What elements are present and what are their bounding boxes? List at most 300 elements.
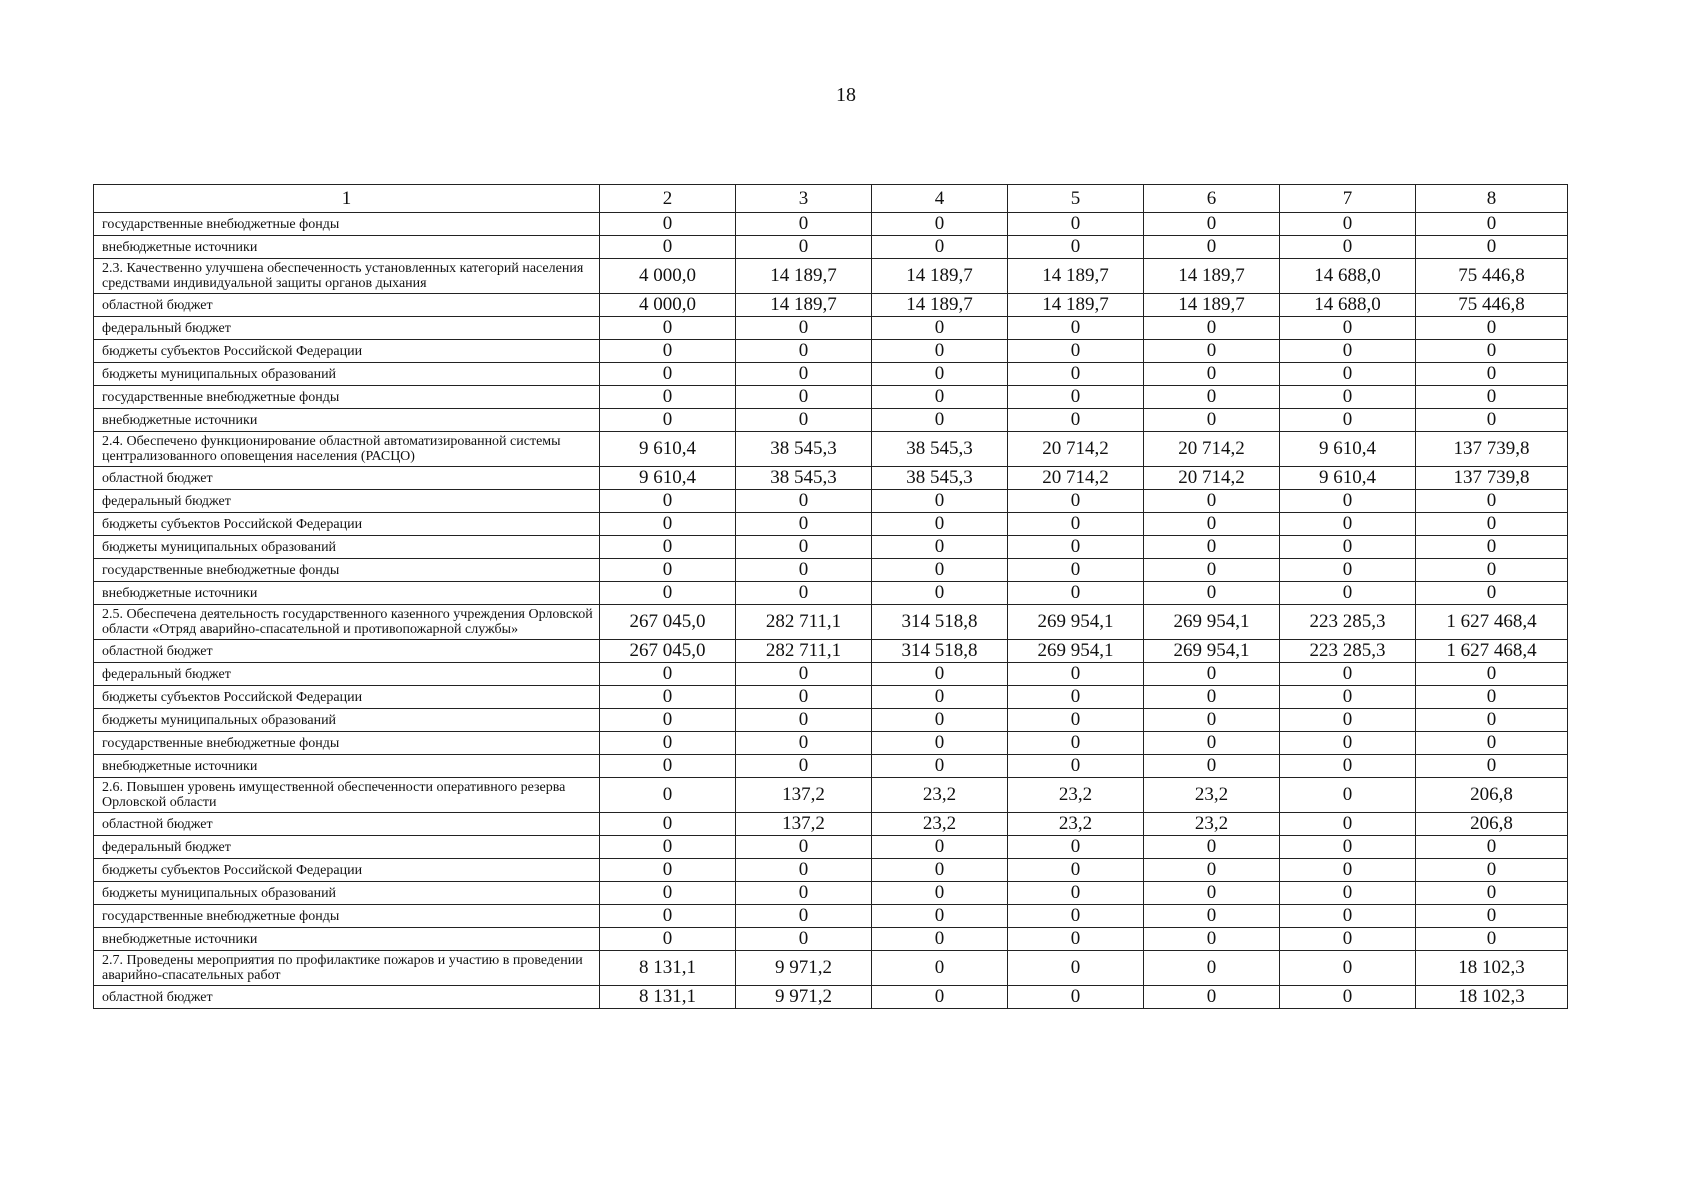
row-value: 0 [1008, 513, 1144, 536]
column-header: 1 [94, 185, 600, 213]
row-value: 0 [1144, 409, 1280, 432]
page-number: 18 [836, 84, 856, 106]
table-body [94, 213, 1568, 1009]
row-value: 8 131,1 [600, 951, 736, 986]
row-value: 269 954,1 [1144, 605, 1280, 640]
row-value: 0 [872, 686, 1008, 709]
row-value: 0 [1008, 755, 1144, 778]
row-value: 0 [736, 317, 872, 340]
row-value: 0 [1280, 755, 1416, 778]
row-value: 23,2 [872, 778, 1008, 813]
row-value: 14 189,7 [736, 294, 872, 317]
row-value: 0 [736, 213, 872, 236]
row-value: 0 [1144, 882, 1280, 905]
row-value: 0 [1008, 582, 1144, 605]
row-value: 269 954,1 [1008, 605, 1144, 640]
row-value: 0 [1280, 882, 1416, 905]
row-label: государственные внебюджетные фонды [94, 559, 600, 582]
row-value: 0 [1144, 686, 1280, 709]
row-value: 0 [1416, 582, 1568, 605]
row-label: федеральный бюджет [94, 663, 600, 686]
row-value: 0 [600, 490, 736, 513]
row-value: 38 545,3 [736, 467, 872, 490]
row-value: 0 [1280, 409, 1416, 432]
row-value: 20 714,2 [1144, 432, 1280, 467]
row-value: 14 688,0 [1280, 294, 1416, 317]
row-value: 1 627 468,4 [1416, 605, 1568, 640]
row-value: 0 [1144, 755, 1280, 778]
table-row [94, 340, 1568, 363]
row-value: 0 [736, 709, 872, 732]
row-value: 0 [1280, 709, 1416, 732]
row-value: 0 [1280, 928, 1416, 951]
row-value: 0 [1416, 409, 1568, 432]
row-value: 0 [1008, 536, 1144, 559]
row-value: 0 [1280, 536, 1416, 559]
row-value: 23,2 [1144, 813, 1280, 836]
row-value: 0 [1144, 559, 1280, 582]
row-value: 0 [1416, 859, 1568, 882]
column-header: 5 [1008, 185, 1144, 213]
row-value: 9 971,2 [736, 951, 872, 986]
row-value: 0 [736, 386, 872, 409]
row-value: 0 [872, 213, 1008, 236]
row-value: 0 [1280, 905, 1416, 928]
row-value: 0 [736, 490, 872, 513]
table-header-row [94, 185, 1568, 213]
row-value: 0 [600, 513, 736, 536]
row-value: 0 [1144, 236, 1280, 259]
row-value: 0 [1008, 490, 1144, 513]
row-value: 1 627 468,4 [1416, 640, 1568, 663]
row-value: 0 [736, 559, 872, 582]
column-header: 3 [736, 185, 872, 213]
row-value: 0 [1144, 386, 1280, 409]
row-value: 14 189,7 [1144, 294, 1280, 317]
row-value: 0 [736, 905, 872, 928]
row-label: внебюджетные источники [94, 755, 600, 778]
table-row [94, 490, 1568, 513]
row-value: 0 [600, 340, 736, 363]
column-header: 8 [1416, 185, 1568, 213]
row-label: бюджеты муниципальных образований [94, 882, 600, 905]
row-value: 0 [736, 755, 872, 778]
row-value: 0 [600, 778, 736, 813]
row-value: 0 [872, 490, 1008, 513]
row-value: 0 [1280, 340, 1416, 363]
row-value: 0 [1008, 859, 1144, 882]
row-value: 0 [600, 582, 736, 605]
row-value: 0 [1008, 905, 1144, 928]
row-label: 2.7. Проведены мероприятия по профилактике пожаров и участию в проведении аварийно-спасательных работ [94, 951, 600, 986]
row-value: 0 [1280, 559, 1416, 582]
row-value: 0 [1280, 386, 1416, 409]
row-label: областной бюджет [94, 640, 600, 663]
table-row [94, 905, 1568, 928]
row-value: 0 [1144, 536, 1280, 559]
row-value: 20 714,2 [1008, 467, 1144, 490]
row-value: 0 [1416, 317, 1568, 340]
row-value: 0 [872, 363, 1008, 386]
row-value: 0 [1280, 582, 1416, 605]
row-value: 0 [1144, 513, 1280, 536]
row-value: 0 [1008, 928, 1144, 951]
row-label: федеральный бюджет [94, 317, 600, 340]
row-value: 38 545,3 [872, 467, 1008, 490]
row-value: 0 [1416, 490, 1568, 513]
row-value: 0 [736, 732, 872, 755]
row-value: 14 189,7 [1144, 259, 1280, 294]
row-value: 0 [1008, 732, 1144, 755]
row-value: 0 [872, 340, 1008, 363]
row-value: 0 [1008, 986, 1144, 1009]
row-value: 0 [872, 513, 1008, 536]
row-value: 0 [600, 836, 736, 859]
row-value: 0 [1280, 513, 1416, 536]
row-value: 0 [1280, 778, 1416, 813]
row-value: 0 [1144, 859, 1280, 882]
row-value: 0 [736, 836, 872, 859]
row-value: 0 [1144, 663, 1280, 686]
row-value: 0 [1008, 559, 1144, 582]
row-value: 0 [736, 686, 872, 709]
row-value: 0 [600, 663, 736, 686]
row-value: 8 131,1 [600, 986, 736, 1009]
row-value: 0 [600, 536, 736, 559]
row-value: 20 714,2 [1144, 467, 1280, 490]
row-value: 0 [872, 755, 1008, 778]
row-value: 0 [1280, 986, 1416, 1009]
row-label: областной бюджет [94, 986, 600, 1009]
table-row [94, 582, 1568, 605]
table-row [94, 813, 1568, 836]
row-label: государственные внебюджетные фонды [94, 386, 600, 409]
row-value: 137 739,8 [1416, 432, 1568, 467]
row-value: 0 [1008, 686, 1144, 709]
table-row [94, 536, 1568, 559]
row-value: 0 [1416, 559, 1568, 582]
table-row [94, 640, 1568, 663]
row-value: 0 [1008, 386, 1144, 409]
row-value: 0 [600, 236, 736, 259]
row-value: 314 518,8 [872, 640, 1008, 663]
row-value: 0 [1008, 236, 1144, 259]
row-label: государственные внебюджетные фонды [94, 905, 600, 928]
row-value: 0 [1144, 213, 1280, 236]
row-value: 0 [1008, 340, 1144, 363]
row-value: 0 [872, 409, 1008, 432]
row-value: 0 [1416, 213, 1568, 236]
row-value: 0 [1008, 213, 1144, 236]
row-value: 267 045,0 [600, 640, 736, 663]
row-value: 0 [1280, 663, 1416, 686]
row-value: 0 [872, 559, 1008, 582]
row-value: 38 545,3 [872, 432, 1008, 467]
row-label: бюджеты муниципальных образований [94, 709, 600, 732]
row-label: бюджеты субъектов Российской Федерации [94, 513, 600, 536]
table-row [94, 294, 1568, 317]
row-value: 0 [1280, 951, 1416, 986]
row-label: 2.5. Обеспечена деятельность государственного казенного учреждения Орловской области «Отряд аварийно-спасательной и противопожарной службы» [94, 605, 600, 640]
row-value: 0 [1416, 663, 1568, 686]
row-value: 14 189,7 [872, 259, 1008, 294]
row-value: 0 [600, 686, 736, 709]
row-value: 23,2 [1144, 778, 1280, 813]
row-value: 267 045,0 [600, 605, 736, 640]
row-value: 0 [600, 409, 736, 432]
row-value: 0 [1416, 905, 1568, 928]
row-value: 0 [872, 663, 1008, 686]
table-row-section [94, 605, 1568, 640]
row-value: 9 610,4 [1280, 467, 1416, 490]
table-row [94, 386, 1568, 409]
row-value: 9 610,4 [1280, 432, 1416, 467]
table-row [94, 467, 1568, 490]
row-label: федеральный бюджет [94, 836, 600, 859]
row-value: 0 [872, 732, 1008, 755]
row-value: 0 [600, 755, 736, 778]
table-row [94, 663, 1568, 686]
row-value: 0 [600, 363, 736, 386]
row-value: 0 [1416, 386, 1568, 409]
row-value: 0 [1008, 663, 1144, 686]
row-value: 0 [1280, 213, 1416, 236]
row-value: 0 [600, 213, 736, 236]
row-value: 223 285,3 [1280, 640, 1416, 663]
row-value: 75 446,8 [1416, 259, 1568, 294]
row-label: 2.3. Качественно улучшена обеспеченность установленных категорий населения средствами индивидуальной защиты органов дыхания [94, 259, 600, 294]
row-value: 38 545,3 [736, 432, 872, 467]
row-value: 0 [736, 882, 872, 905]
row-label: внебюджетные источники [94, 409, 600, 432]
row-value: 0 [1008, 363, 1144, 386]
row-value: 0 [1144, 363, 1280, 386]
row-value: 9 971,2 [736, 986, 872, 1009]
row-label: бюджеты субъектов Российской Федерации [94, 859, 600, 882]
row-label: бюджеты субъектов Российской Федерации [94, 686, 600, 709]
table-row-section [94, 778, 1568, 813]
budget-table [93, 184, 1568, 1009]
table-row [94, 836, 1568, 859]
row-label: бюджеты муниципальных образований [94, 363, 600, 386]
row-value: 9 610,4 [600, 467, 736, 490]
row-value: 0 [872, 951, 1008, 986]
row-label: государственные внебюджетные фонды [94, 732, 600, 755]
row-value: 0 [872, 986, 1008, 1009]
row-value: 0 [1144, 317, 1280, 340]
row-value: 0 [1280, 813, 1416, 836]
table-row [94, 317, 1568, 340]
row-value: 0 [1416, 686, 1568, 709]
row-value: 282 711,1 [736, 605, 872, 640]
row-value: 0 [1144, 905, 1280, 928]
row-value: 0 [1416, 882, 1568, 905]
row-value: 0 [1008, 882, 1144, 905]
row-value: 0 [872, 386, 1008, 409]
row-value: 4 000,0 [600, 259, 736, 294]
table-row [94, 882, 1568, 905]
row-value: 0 [1144, 928, 1280, 951]
row-value: 0 [736, 513, 872, 536]
row-value: 9 610,4 [600, 432, 736, 467]
row-value: 0 [1144, 951, 1280, 986]
row-label: федеральный бюджет [94, 490, 600, 513]
row-value: 0 [1416, 513, 1568, 536]
row-value: 20 714,2 [1008, 432, 1144, 467]
row-value: 0 [872, 317, 1008, 340]
row-value: 0 [736, 236, 872, 259]
row-value: 0 [1144, 490, 1280, 513]
row-value: 0 [1280, 317, 1416, 340]
row-value: 0 [1416, 709, 1568, 732]
column-header: 4 [872, 185, 1008, 213]
row-value: 14 189,7 [736, 259, 872, 294]
table-row [94, 559, 1568, 582]
row-label: внебюджетные источники [94, 236, 600, 259]
row-value: 314 518,8 [872, 605, 1008, 640]
row-value: 0 [736, 363, 872, 386]
row-value: 0 [1008, 317, 1144, 340]
row-value: 0 [872, 709, 1008, 732]
row-value: 0 [872, 905, 1008, 928]
row-value: 0 [1280, 236, 1416, 259]
table-row [94, 363, 1568, 386]
row-label: бюджеты субъектов Российской Федерации [94, 340, 600, 363]
row-value: 0 [872, 882, 1008, 905]
row-value: 0 [1280, 732, 1416, 755]
row-value: 0 [1008, 709, 1144, 732]
row-value: 0 [1144, 986, 1280, 1009]
table-row [94, 928, 1568, 951]
row-value: 0 [1416, 536, 1568, 559]
row-value: 0 [1008, 409, 1144, 432]
table-row [94, 236, 1568, 259]
row-value: 0 [600, 928, 736, 951]
row-value: 0 [1280, 836, 1416, 859]
table-row-section [94, 432, 1568, 467]
row-value: 0 [1416, 836, 1568, 859]
row-value: 137,2 [736, 778, 872, 813]
row-value: 18 102,3 [1416, 951, 1568, 986]
row-value: 18 102,3 [1416, 986, 1568, 1009]
row-value: 0 [1416, 236, 1568, 259]
row-label: внебюджетные источники [94, 582, 600, 605]
table-row [94, 686, 1568, 709]
row-value: 0 [600, 732, 736, 755]
row-value: 223 285,3 [1280, 605, 1416, 640]
row-value: 14 189,7 [872, 294, 1008, 317]
row-value: 75 446,8 [1416, 294, 1568, 317]
row-value: 269 954,1 [1008, 640, 1144, 663]
row-value: 0 [1280, 490, 1416, 513]
row-value: 0 [600, 905, 736, 928]
row-value: 0 [600, 386, 736, 409]
row-value: 137 739,8 [1416, 467, 1568, 490]
row-value: 0 [1416, 363, 1568, 386]
table-row [94, 409, 1568, 432]
row-value: 0 [1416, 928, 1568, 951]
row-value: 0 [600, 317, 736, 340]
row-value: 14 688,0 [1280, 259, 1416, 294]
row-value: 0 [736, 859, 872, 882]
row-value: 0 [600, 813, 736, 836]
row-value: 269 954,1 [1144, 640, 1280, 663]
row-value: 0 [1144, 709, 1280, 732]
row-value: 0 [1144, 582, 1280, 605]
table-row [94, 732, 1568, 755]
row-value: 0 [872, 836, 1008, 859]
row-value: 206,8 [1416, 813, 1568, 836]
column-header: 2 [600, 185, 736, 213]
row-value: 23,2 [1008, 778, 1144, 813]
row-value: 0 [600, 882, 736, 905]
row-value: 0 [736, 409, 872, 432]
row-value: 4 000,0 [600, 294, 736, 317]
row-value: 0 [872, 582, 1008, 605]
row-value: 0 [736, 582, 872, 605]
row-value: 0 [872, 928, 1008, 951]
column-header: 6 [1144, 185, 1280, 213]
row-value: 206,8 [1416, 778, 1568, 813]
column-header: 7 [1280, 185, 1416, 213]
row-label: областной бюджет [94, 467, 600, 490]
row-label: бюджеты муниципальных образований [94, 536, 600, 559]
row-label: государственные внебюджетные фонды [94, 213, 600, 236]
table-row-section [94, 951, 1568, 986]
table-row [94, 859, 1568, 882]
row-value: 282 711,1 [736, 640, 872, 663]
table-row [94, 755, 1568, 778]
row-value: 137,2 [736, 813, 872, 836]
row-value: 23,2 [1008, 813, 1144, 836]
row-value: 0 [1008, 836, 1144, 859]
row-value: 0 [1280, 363, 1416, 386]
row-label: 2.4. Обеспечено функционирование областной автоматизированной системы централизованного оповещения населения (РАСЦО) [94, 432, 600, 467]
row-value: 0 [736, 663, 872, 686]
row-value: 0 [600, 709, 736, 732]
row-value: 0 [1416, 755, 1568, 778]
table-row [94, 986, 1568, 1009]
row-value: 14 189,7 [1008, 294, 1144, 317]
row-value: 14 189,7 [1008, 259, 1144, 294]
table-row [94, 213, 1568, 236]
row-value: 0 [872, 859, 1008, 882]
row-value: 0 [1008, 951, 1144, 986]
row-value: 0 [1144, 732, 1280, 755]
row-value: 0 [736, 340, 872, 363]
row-value: 0 [872, 536, 1008, 559]
row-value: 0 [872, 236, 1008, 259]
table-row-section [94, 259, 1568, 294]
row-label: внебюджетные источники [94, 928, 600, 951]
table-row [94, 513, 1568, 536]
row-value: 0 [1416, 340, 1568, 363]
row-label: областной бюджет [94, 813, 600, 836]
row-value: 0 [1280, 686, 1416, 709]
row-value: 23,2 [872, 813, 1008, 836]
row-label: 2.6. Повышен уровень имущественной обеспеченности оперативного резерва Орловской области [94, 778, 600, 813]
table-row [94, 709, 1568, 732]
row-value: 0 [1144, 836, 1280, 859]
row-label: областной бюджет [94, 294, 600, 317]
row-value: 0 [600, 859, 736, 882]
row-value: 0 [736, 928, 872, 951]
row-value: 0 [736, 536, 872, 559]
row-value: 0 [600, 559, 736, 582]
row-value: 0 [1416, 732, 1568, 755]
row-value: 0 [1144, 340, 1280, 363]
row-value: 0 [1280, 859, 1416, 882]
